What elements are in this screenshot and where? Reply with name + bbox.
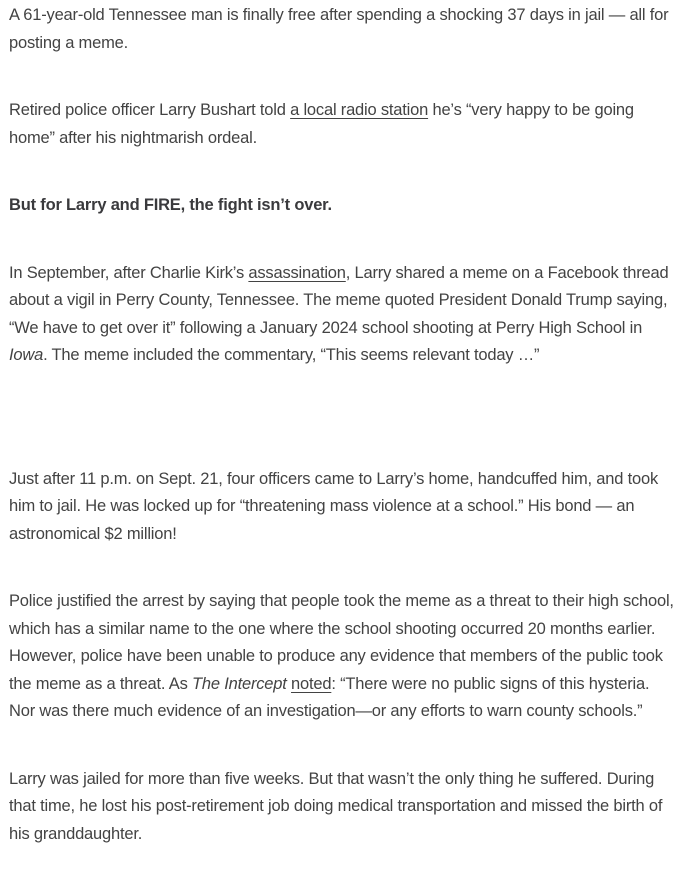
empty-paragraph-gap: [9, 410, 677, 466]
paragraph-police-justification: [9, 588, 677, 726]
italic-text-iowa: Iowa: [9, 346, 44, 364]
paragraph-arrest: [9, 466, 677, 549]
paragraph-text: : “There were no public signs of this hysteria. Nor was there much evidence of an investigation—or any efforts to warn county schools.”: [9, 674, 650, 720]
link-local-radio-station[interactable]: a local radio station: [290, 101, 429, 119]
article-body: [9, 2, 677, 848]
paragraph-text: Larry was jailed for more than five weeks. But that wasn’t the only thing he suffered. During that time, he lost his post-retirement job doing medical transportation and missed the birth of his granddaughter.: [9, 769, 663, 843]
paragraph-text: , Larry shared a meme on a Facebook thread about a vigil in Perry County, Tennessee. The meme quoted President Donald Trump saying, “We have to get over it” following a January 2024 school shooting at Perry High School in: [9, 263, 669, 337]
paragraph-meme-background: [9, 260, 677, 370]
link-noted[interactable]: noted: [291, 674, 332, 693]
paragraph-text: Just after 11 p.m. on Sept. 21, four officers came to Larry’s home, handcuffed him, and took him to jail. He was locked up for “threatening mass violence at a school.” His bond — an astronomical $2 million!: [9, 469, 658, 543]
paragraph-text: he’s “very happy to be going home” after his nightmarish ordeal.: [9, 101, 634, 147]
italic-text-the-intercept: The Intercept: [192, 674, 287, 693]
paragraph-text: Police justified the arrest by saying that people took the meme as a threat to their high school, which has a similar name to the one where the school shooting occurred 20 months earlier. However, police have been unable to produce any evidence that members of the public took the meme as a threat. As: [9, 592, 674, 693]
paragraph-consequences: [9, 766, 677, 849]
paragraph-text: . The meme included the commentary, “This seems relevant today …”: [43, 346, 540, 364]
paragraph-intro: [9, 2, 677, 57]
link-assassination[interactable]: assassination: [248, 263, 346, 282]
paragraph-fight-not-over: [9, 192, 677, 220]
paragraph-text: Retired police officer Larry Bushart told: [9, 101, 291, 119]
paragraph-radio-quote: [9, 97, 677, 152]
paragraph-text: A 61-year-old Tennessee man is finally free after spending a shocking 37 days in jail — all for posting a meme.: [9, 6, 669, 52]
bold-text: But for Larry and FIRE, the fight isn’t over.: [9, 196, 332, 214]
paragraph-text: In September, after Charlie Kirk’s: [9, 263, 249, 282]
